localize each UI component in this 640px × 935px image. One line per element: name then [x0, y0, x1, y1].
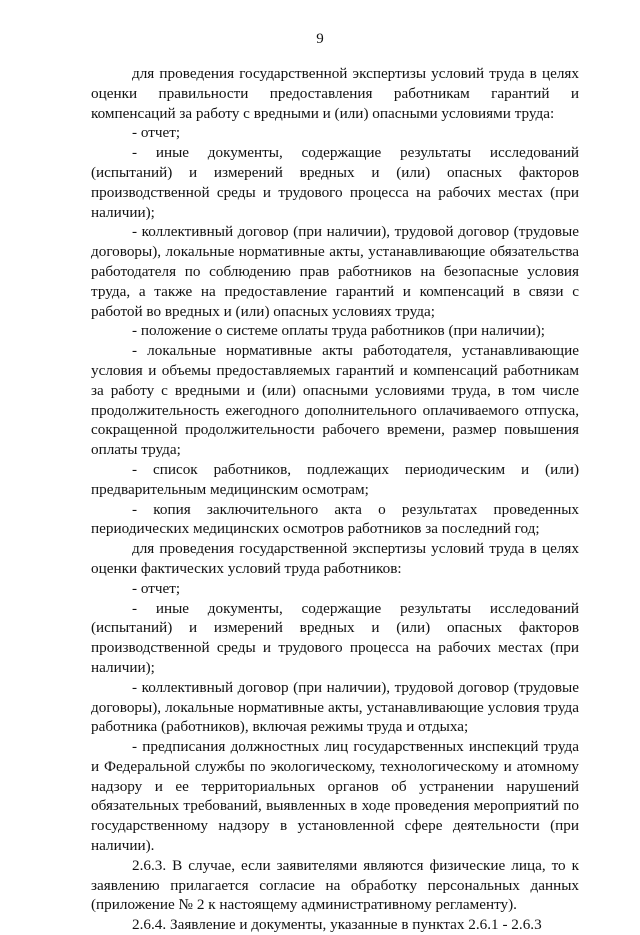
paragraph: для проведения государственной экспертизы условий труда в целях оценки правильности предоставления работникам гарантий и компенсаций за работу с вредными и (или) опасными условиями труда: — [91, 65, 579, 122]
page-number: 9 — [316, 31, 324, 47]
paragraph: - коллективный договор (при наличии), трудовой договор (трудовые договоры), локальные нормативные акты, устанавливающие условия труда работника (работников), включая режимы труда и отдыха; — [91, 678, 579, 736]
paragraph: - копия заключительного акта о результатах проведенных периодических медицинских осмотров работников за последний год; — [91, 500, 579, 538]
paragraph: - предписания должностных лиц государственных инспекций труда и Федеральной службы по экологическому, технологическому и атомному надзору и ее территориальных органов об устранении нарушений обязательных требований, выявленных в ходе проведения мероприятий по государственному надзору в установленной сфере деятельности (при наличии). — [91, 738, 579, 855]
paragraph: - отчет; — [132, 124, 181, 142]
paragraph: - иные документы, содержащие результаты исследований (испытаний) и измерений вредных и (или) опасных факторов производственной среды и трудового процесса на рабочих местах (при наличии); — [91, 144, 579, 221]
paragraph: - локальные нормативные акты работодателя, устанавливающие условия и объемы предоставляемых гарантий и компенсаций работникам за работу с вредными и (или) опасными условиями труда, в том числе продолжительность ежегодного дополнительного оплачиваемого отпуска, сокращенной продолжительности рабочего времени, размер повышения оплаты труда; — [91, 342, 579, 459]
paragraph: 2.6.3. В случае, если заявителями являются физические лица, то к заявлению прилагается согласие на обработку персональных данных (приложение № 2 к настоящему административному регламенту). — [91, 856, 579, 914]
paragraph: - иные документы, содержащие результаты исследований (испытаний) и измерений вредных и (или) опасных факторов производственной среды и трудового процесса на рабочих местах (при наличии); — [91, 599, 579, 676]
paragraph: для проведения государственной экспертизы условий труда в целях оценки фактических условий труда работников: — [91, 540, 579, 577]
paragraph: - список работников, подлежащих периодическим и (или) предварительным медицинским осмотрам; — [91, 460, 579, 498]
paragraph: - отчет; — [132, 579, 181, 597]
paragraph: - коллективный договор (при наличии), трудовой договор (трудовые договоры), локальные нормативные акты, устанавливающие обязательства работодателя по соблюдению прав работников на безопасные условия труда, а также на предоставление гарантий и компенсаций в связи с работой во вредных и (или) опасных условиях труда; — [91, 223, 579, 320]
paragraph: 2.6.4. Заявление и документы, указанные в пунктах 2.6.1 - 2.6.3 — [132, 916, 542, 934]
paragraph: - положение о системе оплаты труда работников (при наличии); — [132, 322, 546, 340]
document-body — [91, 64, 579, 935]
